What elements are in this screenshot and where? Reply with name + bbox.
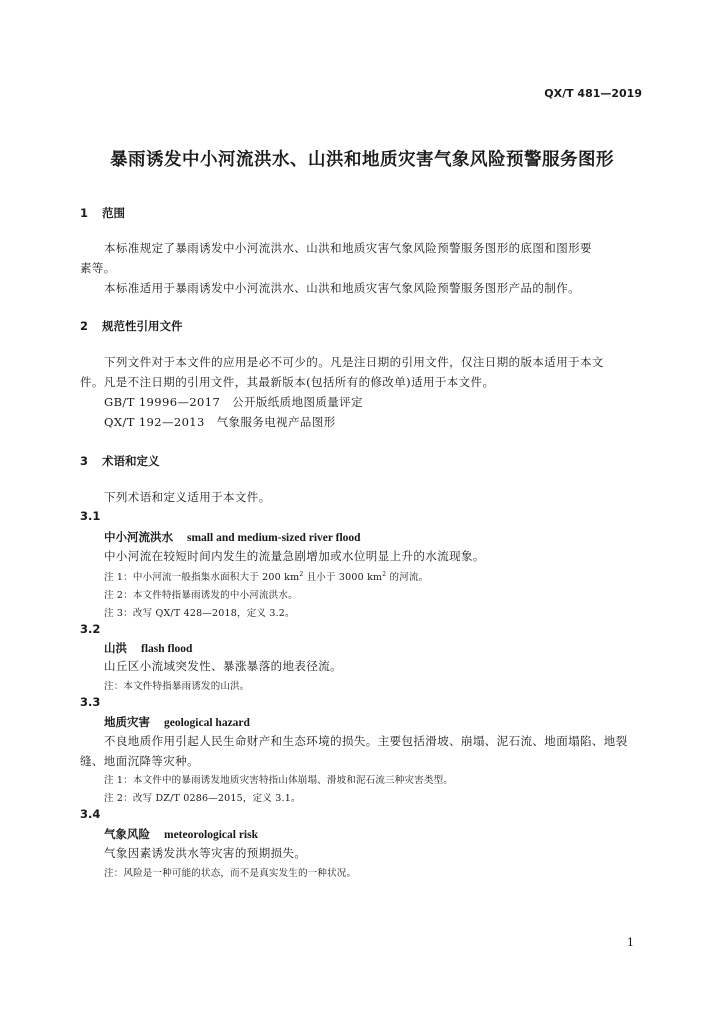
term-3-4-number: 3.4 xyxy=(80,807,101,821)
term-3-1-number: 3.1 xyxy=(80,509,101,523)
document-title: 暴雨诱发中小河流洪水、山洪和地质灾害气象风险预警服务图形 xyxy=(110,150,614,170)
term-3-3-english: geological hazard xyxy=(164,717,250,729)
term-3-3-number: 3.3 xyxy=(80,695,101,709)
section-2-number: 2 xyxy=(80,319,89,333)
section-3-title: 术语和定义 xyxy=(102,454,160,468)
section-1-paragraph-2: 本标准适用于暴雨诱发中小河流洪水、山洪和地质灾害气象风险预警服务图形产品的制作。 xyxy=(104,281,580,295)
term-3-3-definition-line-1: 不良地质作用引起人民生命财产和生态环境的损失。主要包括滑坡、崩塌、泥石流、地面塌陷、地裂 xyxy=(104,734,628,748)
term-3-4-chinese: 气象风险 xyxy=(104,827,150,841)
term-3-3-chinese: 地质灾害 xyxy=(104,715,150,729)
section-1-number: 1 xyxy=(80,206,89,220)
term-3-3-note-2: 注 2：改写 DZ/T 0286—2015，定义 3.1。 xyxy=(104,793,301,804)
term-3-2-english: flash flood xyxy=(141,643,193,655)
term-3-2-title xyxy=(104,640,192,656)
section-1-paragraph-1-line-1: 本标准规定了暴雨诱发中小河流洪水、山洪和地质灾害气象风险预警服务图形的底图和图形要 xyxy=(104,241,592,255)
term-3-1-title xyxy=(104,529,361,545)
term-3-1-note-2: 注 2：本文件特指暴雨诱发的中小河流洪水。 xyxy=(104,590,298,601)
term-3-2-chinese: 山洪 xyxy=(104,641,127,655)
note-1-superscript-1: 2 xyxy=(299,571,304,578)
term-3-3-title xyxy=(104,714,250,730)
term-3-3-note-1: 注 1：本文件中的暴雨诱发地质灾害特指山体崩塌、滑坡和泥石流三种灾害类型。 xyxy=(104,775,453,786)
note-1-text-a: 注 1：中小河流一般指集水面积大于 200 km xyxy=(104,572,300,583)
term-3-1-note-1 xyxy=(104,569,428,583)
term-3-2-number: 3.2 xyxy=(80,622,101,636)
section-1-heading xyxy=(80,205,125,221)
term-3-1-note-3: 注 3：改写 QX/T 428—2018，定义 3.2。 xyxy=(104,608,295,619)
term-3-1-chinese: 中小河流洪水 xyxy=(104,530,173,544)
section-2-title: 规范性引用文件 xyxy=(102,319,183,333)
note-1-superscript-2: 2 xyxy=(382,571,387,578)
section-2-paragraph-line-2: 件。凡是不注日期的引用文件，其最新版本(包括所有的修改单)适用于本文件。 xyxy=(80,375,495,389)
note-1-text-c: 的河流。 xyxy=(386,572,429,583)
section-2-paragraph-line-1: 下列文件对于本文件的应用是必不可少的。凡是注日期的引用文件，仅注日期的版本适用于本文 xyxy=(104,355,604,369)
section-2-heading xyxy=(80,318,183,334)
term-3-1-definition: 中小河流在较短时间内发生的流量急剧增加或水位明显上升的水流现象。 xyxy=(104,549,485,563)
term-3-2-note: 注：本文件特指暴雨诱发的山洪。 xyxy=(104,681,250,692)
section-1-title: 范围 xyxy=(102,206,125,220)
term-3-4-title xyxy=(104,826,258,842)
section-3-intro: 下列术语和定义适用于本文件。 xyxy=(104,490,271,504)
term-3-4-definition: 气象因素诱发洪水等灾害的预期损失。 xyxy=(104,846,307,860)
standard-number: QX/T 481—2019 xyxy=(544,87,642,100)
section-1-paragraph-1-line-2: 素等。 xyxy=(80,261,116,275)
term-3-1-english: small and medium-sized river flood xyxy=(187,532,361,544)
term-3-4-english: meteorological risk xyxy=(164,829,258,841)
term-3-2-definition: 山丘区小流域突发性、暴涨暴落的地表径流。 xyxy=(104,659,342,673)
page-number: 1 xyxy=(627,936,634,949)
section-3-heading xyxy=(80,453,160,469)
reference-qx-t-192: QX/T 192—2013 气象服务电视产品图形 xyxy=(104,415,336,429)
section-3-number: 3 xyxy=(80,454,89,468)
note-1-text-b: 且小于 3000 km xyxy=(303,572,383,583)
term-3-3-definition-line-2: 缝、地面沉降等灾种。 xyxy=(80,754,199,768)
term-3-4-note: 注：风险是一种可能的状态，而不是真实发生的一种状况。 xyxy=(104,868,357,879)
reference-gb-t-19996: GB/T 19996—2017 公开版纸质地图质量评定 xyxy=(104,395,363,409)
